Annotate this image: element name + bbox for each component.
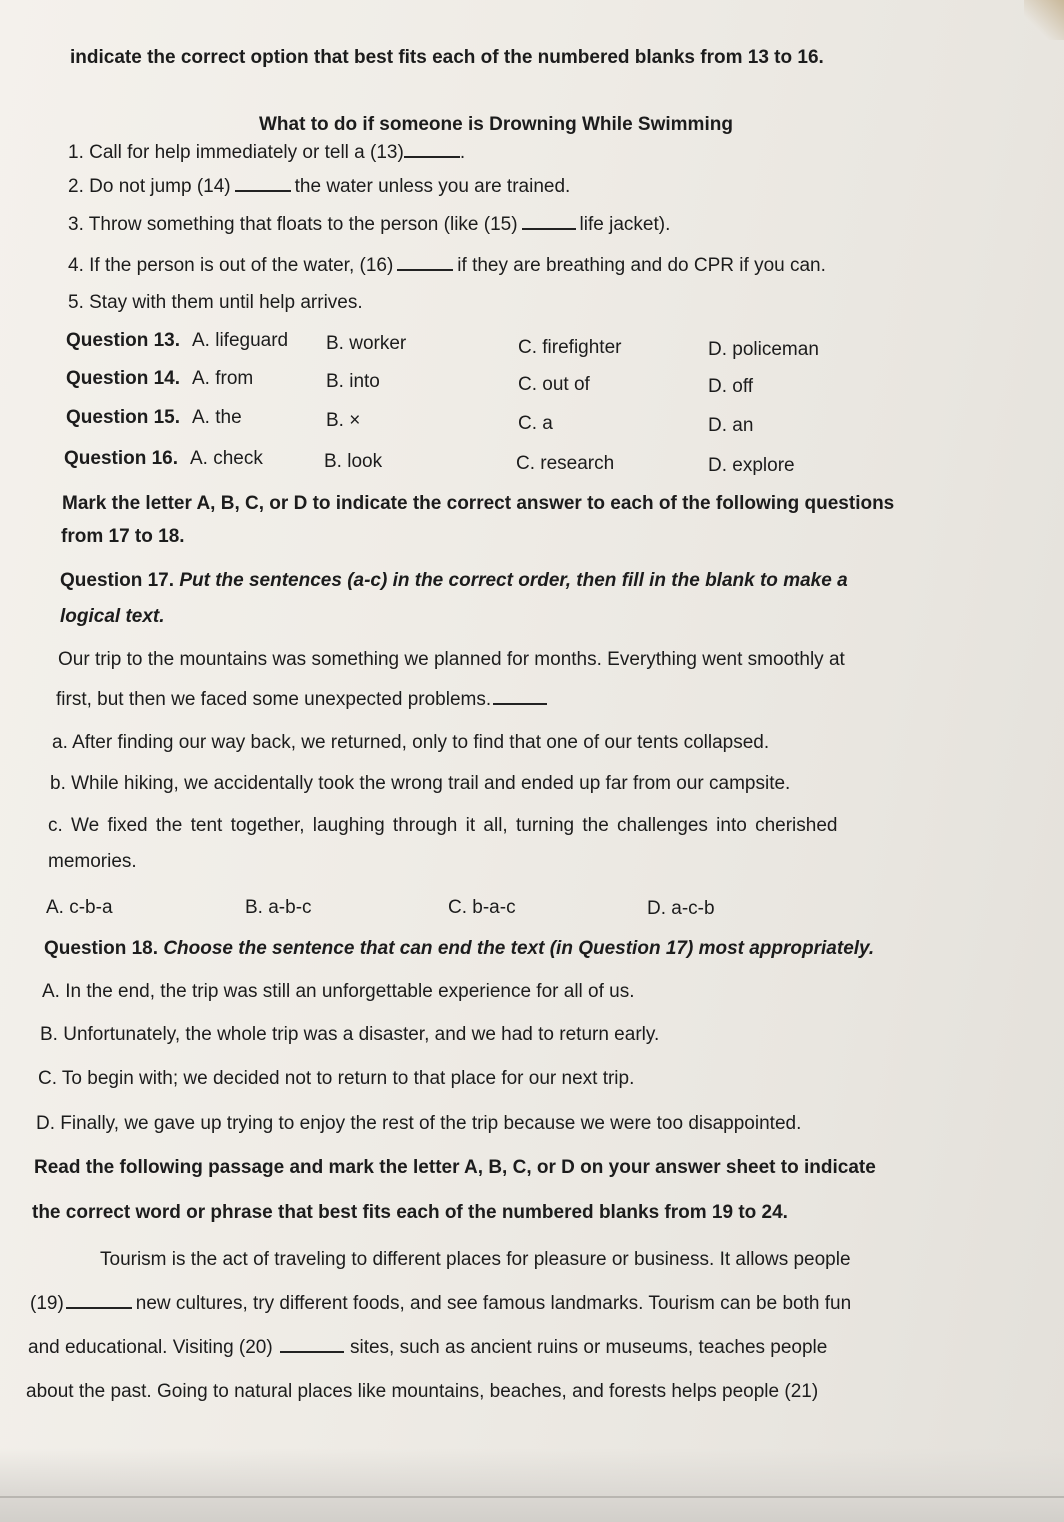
passage-title: What to do if someone is Drowning While Swimming bbox=[259, 114, 733, 135]
blank-19[interactable] bbox=[66, 1293, 132, 1309]
q17-heading: Question 17. Put the sentences (a-c) in the correct order, then fill in the blank to make a bbox=[60, 570, 848, 591]
blank-16[interactable] bbox=[397, 255, 453, 271]
q15-option-a[interactable]: A. the bbox=[192, 407, 242, 428]
q16-option-c[interactable]: C. research bbox=[516, 453, 615, 474]
section2-instruction-line2: from 17 to 18. bbox=[61, 526, 185, 547]
section3-instruction-line2: the correct word or phrase that best fits each of the numbered blanks from 19 to 24. bbox=[32, 1202, 788, 1223]
section3-instruction-line1: Read the following passage and mark the letter A, B, C, or D on your answer sheet to indicate bbox=[34, 1157, 876, 1178]
q14-label: Question 14. bbox=[66, 368, 181, 389]
q18-option-c[interactable]: C. To begin with; we decided not to return to that place for our next trip. bbox=[38, 1068, 635, 1089]
q14-option-b[interactable]: B. into bbox=[326, 371, 380, 392]
paper-corner bbox=[1024, 0, 1064, 40]
q17-sentence-a: a. After finding our way back, we returned, only to find that one of our tents collapsed. bbox=[52, 732, 770, 753]
q13-label: Question 13. bbox=[66, 330, 181, 351]
q14-option-a[interactable]: A. from bbox=[192, 368, 254, 389]
q18-heading: Question 18. Choose the sentence that can end the text (in Question 17) most appropriately. bbox=[44, 938, 875, 959]
blank-15[interactable] bbox=[522, 214, 576, 230]
q15-option-b[interactable]: B. × bbox=[326, 410, 361, 431]
passage-line1: Tourism is the act of traveling to different places for pleasure or business. It allows people bbox=[100, 1249, 851, 1270]
q17-option-b[interactable]: B. a-b-c bbox=[245, 897, 312, 918]
q16-label: Question 16. bbox=[64, 448, 179, 469]
q13-option-d[interactable]: D. policeman bbox=[708, 339, 819, 360]
passage-line3: and educational. Visiting (20) sites, such as ancient ruins or museums, teaches people bbox=[28, 1337, 828, 1358]
q17-passage-line1: Our trip to the mountains was something we planned for months. Everything went smoothly at bbox=[58, 649, 845, 670]
q17-sentence-b: b. While hiking, we accidentally took the wrong trail and ended up far from our campsite. bbox=[50, 773, 791, 794]
paper-edge bbox=[0, 1496, 1064, 1498]
passage-line4: about the past. Going to natural places like mountains, beaches, and forests helps people (21) bbox=[26, 1381, 819, 1402]
q17-option-c[interactable]: C. b-a-c bbox=[448, 897, 516, 918]
section2-instruction-line1: Mark the letter A, B, C, or D to indicate the correct answer to each of the following questions bbox=[62, 493, 895, 514]
q14-option-c[interactable]: C. out of bbox=[518, 374, 590, 395]
q17-prompt-line2: logical text. bbox=[60, 606, 165, 627]
q15-label: Question 15. bbox=[66, 407, 181, 428]
q16-option-b[interactable]: B. look bbox=[324, 451, 383, 472]
q16-option-d[interactable]: D. explore bbox=[708, 455, 795, 476]
q15-option-c[interactable]: C. a bbox=[518, 413, 553, 434]
step-1: 1. Call for help immediately or tell a (13) . bbox=[68, 142, 466, 163]
step-5: 5. Stay with them until help arrives. bbox=[68, 292, 363, 313]
step-2: 2. Do not jump (14) the water unless you are trained. bbox=[68, 176, 571, 197]
step-4: 4. If the person is out of the water, (16) if they are breathing and do CPR if you can. bbox=[68, 255, 826, 276]
q17-sentence-c-line2: memories. bbox=[48, 851, 137, 872]
q13-option-a[interactable]: A. lifeguard bbox=[192, 330, 289, 351]
q17-passage-line2: first, but then we faced some unexpected problems. bbox=[56, 689, 547, 711]
passage-line2: (19) new cultures, try different foods, and see famous landmarks. Tourism can be both fun bbox=[30, 1293, 852, 1314]
q17-option-a[interactable]: A. c-b-a bbox=[46, 897, 113, 918]
q17-option-d[interactable]: D. a-c-b bbox=[647, 898, 715, 919]
q17-sentence-c-line1: c. We fixed the tent together, laughing through it all, turning the challenges into cherished bbox=[48, 815, 838, 836]
q18-option-b[interactable]: B. Unfortunately, the whole trip was a disaster, and we had to return early. bbox=[40, 1024, 660, 1045]
blank-14[interactable] bbox=[235, 176, 291, 192]
step-3: 3. Throw something that floats to the person (like (15) life jacket). bbox=[68, 214, 671, 235]
page-bottom-shadow bbox=[0, 1448, 1064, 1522]
instruction-tail: indicate the correct option that best fits each of the numbered blanks from 13 to 16. bbox=[70, 47, 824, 68]
q14-option-d[interactable]: D. off bbox=[708, 376, 754, 397]
blank-13[interactable] bbox=[404, 142, 460, 158]
q16-option-a[interactable]: A. check bbox=[190, 448, 263, 469]
blank-17[interactable] bbox=[493, 689, 547, 705]
q13-option-c[interactable]: C. firefighter bbox=[518, 337, 622, 358]
q18-option-a[interactable]: A. In the end, the trip was still an unforgettable experience for all of us. bbox=[42, 981, 635, 1002]
q18-option-d[interactable]: D. Finally, we gave up trying to enjoy the rest of the trip because we were too disappointed. bbox=[36, 1113, 802, 1134]
blank-20[interactable] bbox=[280, 1337, 344, 1353]
q13-option-b[interactable]: B. worker bbox=[326, 333, 407, 354]
q15-option-d[interactable]: D. an bbox=[708, 415, 754, 436]
